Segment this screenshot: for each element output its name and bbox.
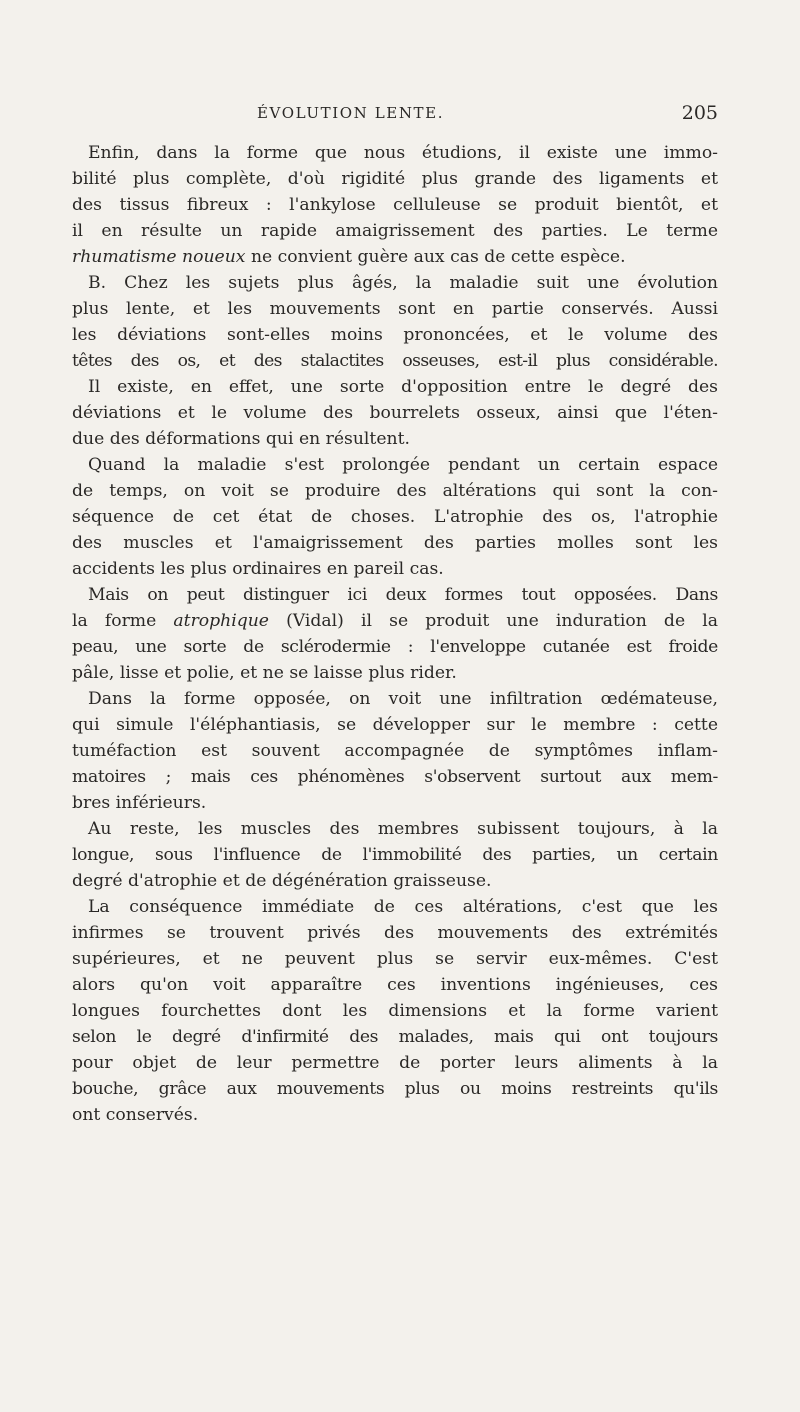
text-line: supérieures, et ne peuvent plus se servir eux-mêmes. C'est [72,949,718,969]
italic-term: atrophique [173,611,269,631]
text-line: des tissus fibreux : l'ankylose celluleuse se produit bientôt, et [72,195,718,215]
text-line: Au reste, les muscles des membres subissent toujours, à la [88,819,718,839]
text-line: bouche, grâce aux mouvements plus ou moins restreints qu'ils [72,1079,718,1099]
text-line: Enfin, dans la forme que nous étudions, il existe une immo- [88,143,718,163]
text-line: Quand la maladie s'est prolongée pendant un certain espace [88,455,718,475]
text-line: il en résulte un rapide amaigrissement des parties. Le terme [72,221,718,241]
text-line: matoires ; mais ces phénomènes s'observent surtout aux mem- [72,767,718,787]
text-line: Il existe, en effet, une sorte d'opposition entre le degré des [88,377,718,397]
text-line: têtes des os, et des stalactites osseuses, est-il plus considérable. [72,351,718,371]
running-header [72,104,718,128]
text-line: B. Chez les sujets plus âgés, la maladie suit une évolution [88,273,718,293]
text-line: selon le degré d'infirmité des malades, mais qui ont toujours [72,1027,718,1047]
text-line: La conséquence immédiate de ces altérations, c'est que les [88,897,718,917]
text-line: longue, sous l'influence de l'immobilité des parties, un certain [72,845,718,865]
text-line: pâle, lisse et polie, et ne se laisse plus rider. [72,663,457,683]
italic-term: rhumatisme noueux [72,247,246,267]
text-line: tuméfaction est souvent accompagnée de symptômes inflam- [72,741,718,761]
text-line: Mais on peut distinguer ici deux formes tout opposées. Dans [88,585,718,605]
text-line [72,608,718,634]
page-number: 205 [681,102,718,124]
text-fragment: (Vidal) il se produit une induration de la [268,611,718,631]
text-line: qui simule l'éléphantiasis, se développer sur le membre : cette [72,715,718,735]
text-line: alors qu'on voit apparaître ces inventions ingénieuses, ces [72,975,718,995]
text-line: infirmes se trouvent privés des mouvements des extrémités [72,923,718,943]
text-line: séquence de cet état de choses. L'atrophie des os, l'atrophie [72,507,718,527]
text-line: pour objet de leur permettre de porter leurs aliments à la [72,1053,718,1073]
running-title: ÉVOLUTION LENTE. [257,104,445,122]
text-line: déviations et le volume des bourrelets osseux, ainsi que l'éten- [72,403,718,423]
text-line: des muscles et l'amaigrissement des parties molles sont les [72,533,718,553]
text-line: due des déformations qui en résultent. [72,429,410,449]
text-fragment: la forme [72,611,174,631]
text-fragment: ne convient guère aux cas de cette espèce. [245,247,626,267]
text-line: peau, une sorte de sclérodermie : l'enveloppe cutanée est froide [72,637,718,657]
text-line: ont conservés. [72,1105,199,1125]
text-line: bilité plus complète, d'où rigidité plus grande des ligaments et [72,169,718,189]
text-line: Dans la forme opposée, on voit une infiltration œdémateuse, [88,689,718,709]
text-line: les déviations sont-elles moins prononcées, et le volume des [72,325,718,345]
text-line: degré d'atrophie et de dégénération graisseuse. [72,871,492,891]
text-line: plus lente, et les mouvements sont en partie conservés. Aussi [72,299,718,319]
text-line: de temps, on voit se produire des altérations qui sont la con- [72,481,718,501]
text-line [72,244,718,270]
text-line: longues fourchettes dont les dimensions et la forme varient [72,1001,718,1021]
text-line: accidents les plus ordinaires en pareil cas. [72,559,444,579]
text-line: bres inférieurs. [72,793,207,813]
